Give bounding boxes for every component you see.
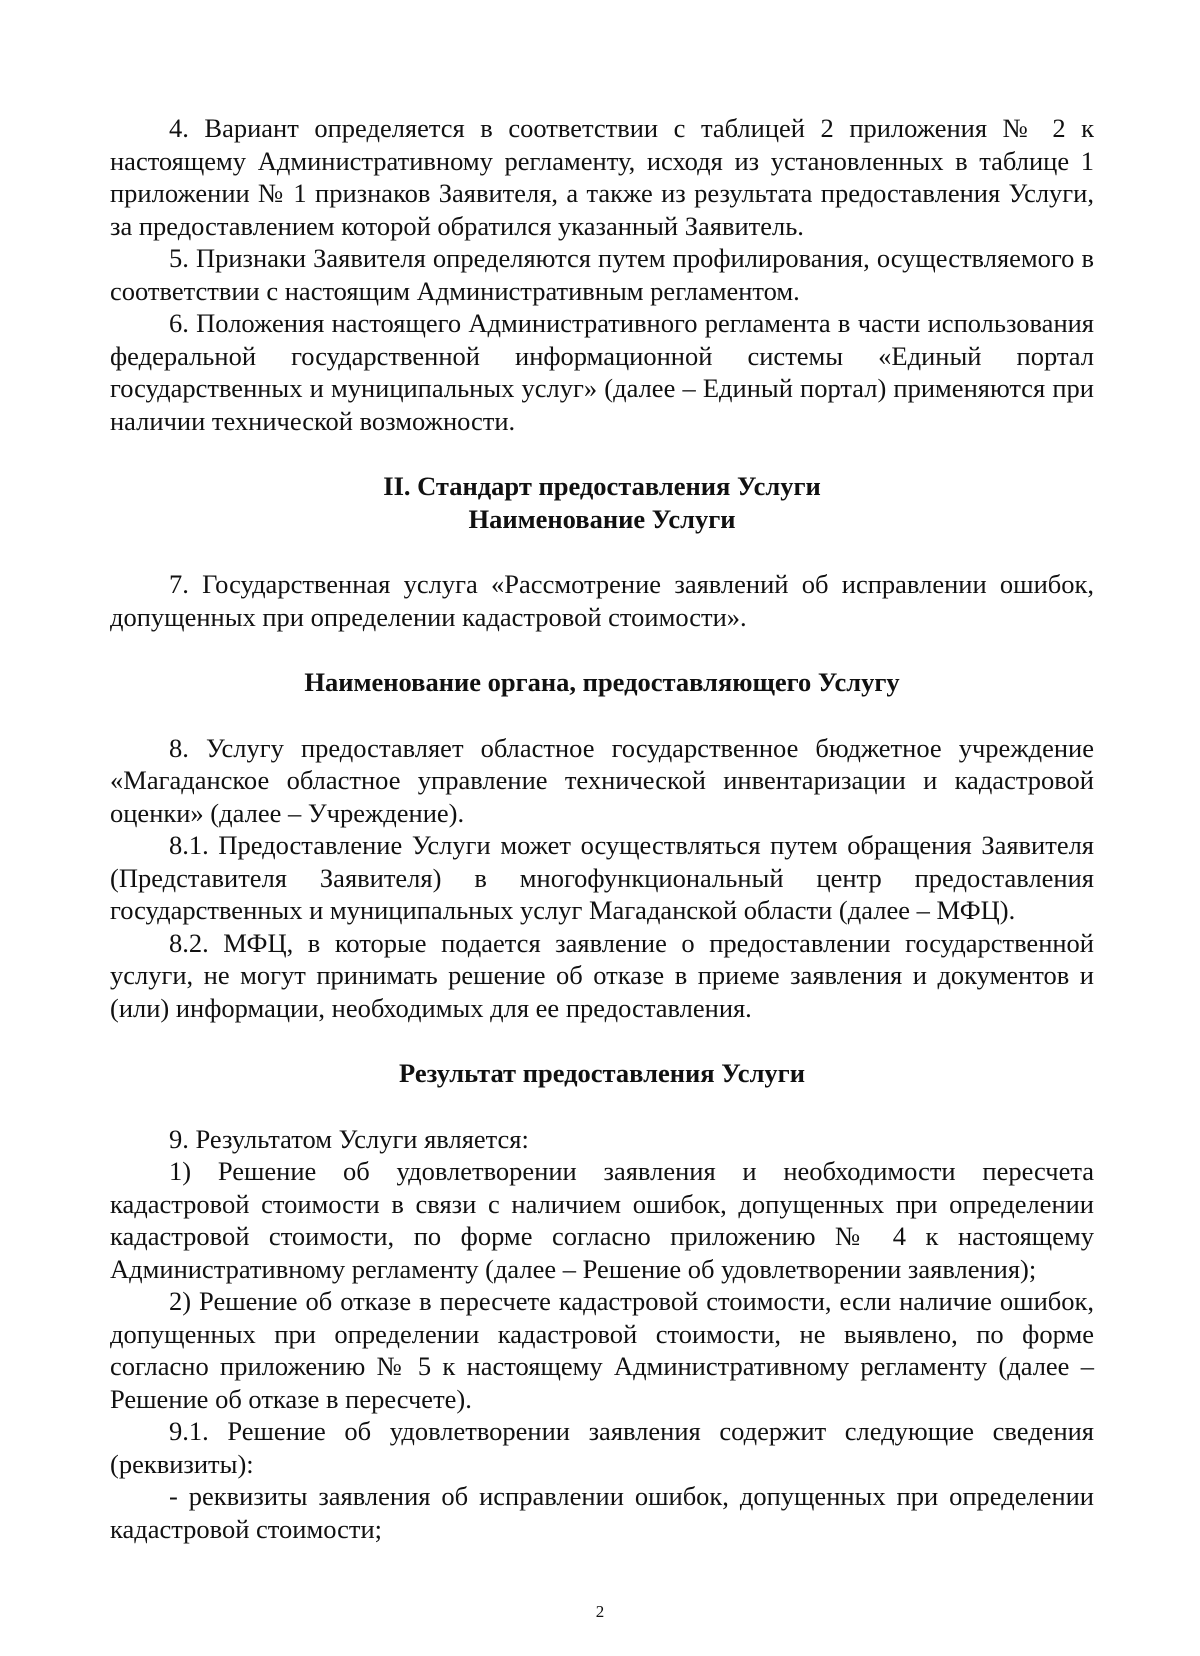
paragraph-5: 5. Признаки Заявителя определяются путем профилирования, осуществляемого в соответствии с настоящим Административным регламентом. bbox=[110, 243, 1094, 306]
paragraph-6: 6. Положения настоящего Административного регламента в части использования федеральной государственной информационной системы «Единый портал государственных и муниципальных услуг» (далее – Единый портал) применяются при наличии технической возможности. bbox=[110, 308, 1094, 436]
heading-body: Наименование органа, предоставляющего Услугу bbox=[304, 667, 900, 697]
paragraph-9-item-2: 2) Решение об отказе в пересчете кадастровой стоимости, если наличие ошибок, допущенных при определении кадастровой стоимости, не выявлено, по форме согласно приложению № 5 к настоящему Административному регламенту (далее – Решение об отказе в пересчете). bbox=[110, 1286, 1094, 1414]
paragraph-8: 8. Услугу предоставляет областное государственное бюджетное учреждение «Магаданское областное управление технической инвентаризации и кадастровой оценки» (далее – Учреждение). bbox=[110, 732, 1094, 828]
section-title: II. Стандарт предоставления Услуги bbox=[383, 471, 821, 501]
paragraph-8-2: 8.2. МФЦ, в которые подается заявление о предоставлении государственной услуги, не могут принимать решение об отказе в приеме заявления и документов и (или) информации, необходимых для ее предоставления. bbox=[110, 927, 1094, 1023]
paragraph-4: 4. Вариант определяется в соответствии с таблицей 2 приложения № 2 к настоящему Административному регламенту, исходя из установленных в таблице 1 приложении № 1 признаков Заявителя, а также из результата предоставления Услуги, за предоставлением которой обратился указанный Заявитель. bbox=[110, 113, 1094, 241]
heading-result: Результат предоставления Услуги bbox=[399, 1058, 805, 1088]
paragraph-9: 9. Результатом Услуги является: bbox=[169, 1123, 529, 1154]
document-page bbox=[110, 112, 1094, 1545]
paragraph-8-1: 8.1. Предоставление Услуги может осуществляться путем обращения Заявителя (Представителя Заявителя) в многофункциональный центр предоставления государственных и муниципальных услуг Магаданской области (далее – МФЦ). bbox=[110, 830, 1094, 925]
paragraph-7: 7. Государственная услуга «Рассмотрение заявлений об исправлении ошибок, допущенных при определении кадастровой стоимости». bbox=[110, 569, 1094, 632]
list-item-requisites: - реквизиты заявления об исправлении ошибок, допущенных при определении кадастровой стоимости; bbox=[110, 1481, 1094, 1544]
paragraph-9-item-1: 1) Решение об удовлетворении заявления и необходимости пересчета кадастровой стоимости в связи с наличием ошибок, допущенных при определении кадастровой стоимости, по форме согласно приложению № 4 к настоящему Административному регламенту (далее – Решение об удовлетворении заявления); bbox=[110, 1156, 1094, 1284]
heading-service-name: Наименование Услуги bbox=[468, 503, 736, 534]
page-number: 2 bbox=[595, 1602, 605, 1621]
paragraph-9-1: 9.1. Решение об удовлетворении заявления содержит следующие сведения (реквизиты): bbox=[110, 1416, 1094, 1479]
